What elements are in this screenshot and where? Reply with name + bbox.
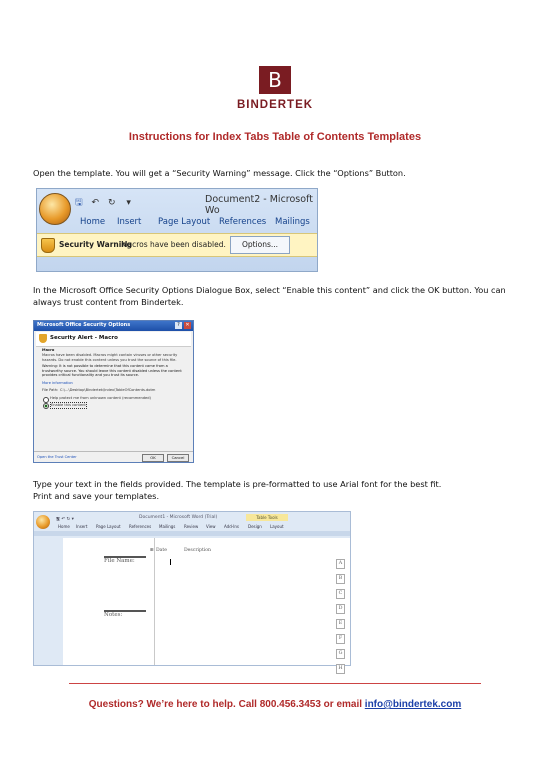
tab-letter: D — [336, 604, 345, 614]
table-tools-tab: Table Tools — [246, 514, 288, 521]
dialog-header-text: Security Alert - Macro — [50, 335, 118, 341]
footer-contact — [0, 699, 550, 710]
tab-design: Design — [248, 524, 262, 529]
quick-access-toolbar — [75, 195, 131, 211]
text-cursor — [170, 559, 171, 565]
step3-text — [33, 479, 523, 502]
window-title: Document1 - Microsoft Word (Trial) — [139, 515, 218, 520]
tab-letter: G — [336, 649, 345, 659]
tab-references: References — [219, 217, 267, 227]
tab-insert: Insert — [76, 524, 88, 529]
undo-icon: ↶ — [91, 198, 100, 208]
macro-text: Macros have been disabled. Macros might contain viruses or other security hazards. Do not enable this content unless you trust the source of this file. — [42, 353, 178, 362]
tab-add-ins: Add-Ins — [224, 524, 239, 529]
column-date: Date — [156, 548, 167, 553]
step2-line1: In the Microsoft Office Security Options Dialogue Box, select “Enable this content” and click the OK button. You can — [33, 285, 506, 295]
footer-divider — [69, 683, 481, 684]
redo-icon: ↻ — [107, 198, 116, 208]
file-path: C:\...\Desktop\Bindertek\Index\TableOfContents.dotm — [60, 388, 156, 392]
email-link[interactable]: info@bindertek.com — [364, 699, 462, 710]
office-button-icon — [36, 515, 50, 529]
column-description: Description — [184, 548, 211, 553]
tab-page-layout: Page Layout — [158, 217, 211, 227]
tab-mailings: Mailings — [159, 524, 176, 529]
dialog-title: Microsoft Office Security Options — [37, 322, 131, 328]
table-move-handle-icon: ⊞ — [150, 548, 154, 553]
tab-letter: F — [336, 634, 345, 644]
file-name-label: File Name: — [104, 558, 135, 564]
tab-letter: A — [336, 559, 345, 569]
step3-line1: Type your text in the fields provided. The template is pre-formatted to use Arial font for the best fit. — [33, 479, 442, 489]
dialog-header — [36, 332, 191, 347]
warning-text: Warning: It is not possible to determine that this content came from a trustworthy source. You should leave this content disabled unless the content provides critical functionality and you trust its source. — [42, 364, 182, 378]
tab-layout: Layout — [270, 524, 284, 529]
screenshot-security-warning — [36, 188, 318, 272]
security-warning-bar — [37, 233, 317, 257]
screenshot-security-options-dialog — [33, 320, 194, 463]
bindertek-logo-name: BINDERTEK — [236, 99, 314, 111]
more-info-link: More information — [42, 381, 73, 385]
bindertek-logo-mark: B — [259, 66, 291, 94]
office-button-icon — [39, 193, 71, 225]
ribbon — [34, 531, 350, 536]
shield-icon — [39, 334, 47, 343]
trust-center-link: Open the Trust Center — [37, 455, 77, 459]
shield-icon — [41, 238, 55, 253]
page-title: Instructions for Index Tabs Table of Contents Templates — [128, 131, 422, 143]
save-icon: 🖫 — [75, 198, 83, 208]
customize-qat-icon: ▾ — [126, 198, 131, 208]
security-warning-message: Macros have been disabled. — [121, 240, 226, 249]
step2-line2: always trust content from Bindertek. — [33, 296, 184, 307]
radio-enable — [43, 403, 49, 409]
file-path-label: File Path: — [42, 388, 59, 392]
dialog-titlebar — [34, 321, 193, 331]
ok-button: OK — [142, 454, 164, 462]
tab-page-layout: Page Layout — [96, 524, 121, 529]
cancel-button: Cancel — [167, 454, 189, 462]
dialog-divider — [34, 451, 193, 452]
tab-letter: E — [336, 619, 345, 629]
tab-letter: C — [336, 589, 345, 599]
window-title: Document2 - Microsoft Wo — [205, 194, 313, 216]
security-warning-title: Security Warning — [59, 240, 133, 249]
step3-line2: Print and save your templates. — [33, 490, 160, 501]
macro-label: Macro — [42, 348, 55, 352]
tab-home: Home — [58, 524, 70, 529]
step2-text — [33, 285, 523, 308]
tab-review: Review — [184, 524, 199, 529]
step1-text: Open the template. You will get a “Security Warning” message. Click the “Options” Button. — [33, 168, 406, 178]
screenshot-word-template — [33, 511, 351, 671]
option-protect-label: Help protect me from unknown content (recommended) — [50, 396, 151, 400]
template-column-divider — [154, 538, 155, 665]
footer-text: Questions? We’re here to help. Call 800.456.3453 or email — [88, 699, 365, 710]
notes-label: Notes: — [104, 612, 123, 618]
help-icon: ? — [175, 322, 182, 329]
tab-insert: Insert — [117, 217, 142, 227]
options-button: Options... — [230, 236, 290, 254]
option-enable-label: Enable this content — [51, 403, 86, 407]
tab-letter: B — [336, 574, 345, 584]
tab-view: View — [206, 524, 216, 529]
close-icon: ✕ — [185, 322, 190, 328]
tab-letter: H — [336, 664, 345, 674]
tab-home: Home — [80, 217, 106, 227]
tab-references: References — [129, 524, 152, 529]
quick-access-toolbar: 🖫 ↶ ↻ ▾ — [56, 517, 74, 522]
tab-mailings: Mailings — [275, 217, 310, 227]
